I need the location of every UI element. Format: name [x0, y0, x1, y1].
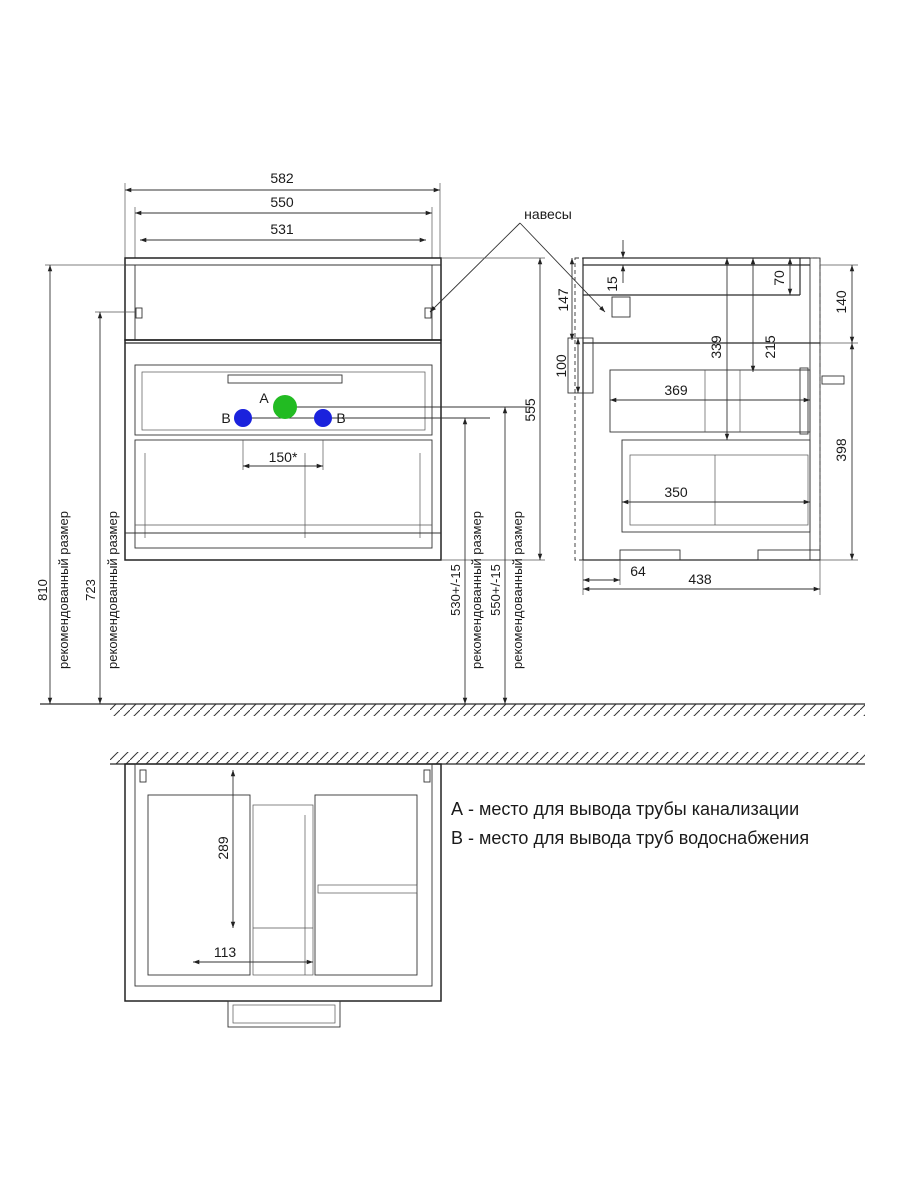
dim-723-label: 723 — [83, 579, 98, 601]
water-point-b-right — [314, 409, 332, 427]
dim-140-label: 140 — [833, 290, 849, 314]
dim-398-label: 398 — [833, 438, 849, 462]
dimension-64 — [583, 560, 646, 595]
dim-810-caption: рекомендованный размер — [56, 511, 71, 669]
dim-64-label: 64 — [630, 563, 646, 579]
dimension-339 — [708, 258, 727, 440]
dimension-530 — [448, 418, 484, 704]
dim-113-label: 113 — [213, 944, 237, 960]
dimension-438 — [583, 560, 820, 595]
legend — [451, 799, 809, 848]
hangers-label: навесы — [524, 206, 572, 222]
dim-100-label: 100 — [553, 354, 569, 378]
dim-350-label: 350 — [664, 484, 688, 500]
dim-723-caption: рекомендованный размер — [105, 511, 120, 669]
dimension-398 — [820, 343, 858, 560]
dimension-100 — [553, 338, 578, 393]
dim-550h-caption: рекомендованный размер — [510, 511, 525, 669]
dim-15-label: 15 — [604, 276, 620, 292]
dim-70-label: 70 — [771, 270, 787, 286]
side-view — [553, 240, 858, 595]
legend-item-b: В - место для вывода труб водоснабжения — [451, 828, 810, 848]
dimension-15 — [604, 240, 623, 292]
dimension-369 — [610, 382, 810, 400]
drawer-handle — [228, 375, 342, 383]
dim-530-label: 530+/-15 — [448, 564, 463, 616]
dim-810-label: 810 — [35, 579, 50, 601]
water-point-b-left — [234, 409, 252, 427]
dimension-350 — [622, 484, 810, 502]
dim-147-label: 147 — [555, 288, 571, 312]
point-a-label: A — [259, 390, 269, 406]
dimension-289 — [215, 770, 233, 928]
dimension-555 — [441, 258, 545, 560]
dim-531-label: 531 — [270, 221, 294, 237]
dim-150-label: 150* — [268, 449, 298, 465]
drain-point-a — [273, 395, 297, 419]
dim-369-label: 369 — [664, 382, 688, 398]
dimension-550h — [488, 407, 525, 704]
dim-555-label: 555 — [522, 398, 538, 422]
plan-view — [110, 752, 865, 1027]
dim-289-label: 289 — [215, 836, 231, 860]
dimension-70 — [771, 258, 790, 295]
dim-530-caption: рекомендованный размер — [469, 511, 484, 669]
floor-line — [40, 704, 865, 716]
dimension-723 — [83, 312, 135, 704]
dimension-140 — [820, 265, 858, 343]
legend-item-a: А - место для вывода трубы канализации — [451, 799, 800, 819]
countertop — [125, 258, 441, 343]
dimension-147 — [555, 258, 572, 340]
hangers-callout — [430, 206, 605, 312]
point-b-left-label: B — [221, 410, 231, 426]
pipe-points — [221, 390, 530, 466]
dim-215-label: 215 — [762, 335, 778, 359]
dim-339-label: 339 — [708, 335, 724, 359]
front-view — [35, 170, 865, 716]
dimension-531 — [140, 221, 426, 240]
dim-550h-label: 550+/-15 — [488, 564, 503, 616]
dim-438-label: 438 — [688, 571, 712, 587]
dim-550-label: 550 — [270, 194, 294, 210]
dim-582-label: 582 — [270, 170, 294, 186]
dimension-582 — [125, 170, 440, 258]
point-b-right-label: B — [336, 410, 346, 426]
